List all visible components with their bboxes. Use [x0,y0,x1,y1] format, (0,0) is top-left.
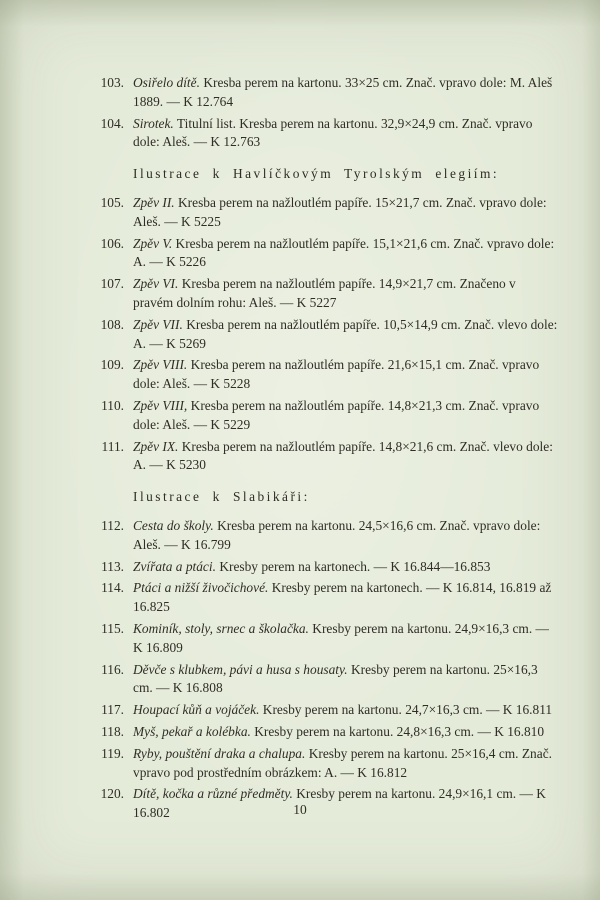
entry-number: 104. [100,115,124,131]
entry-description: Kresba perem na nažloutlém papíře. 14,8×21,3 cm. Znač. vpravo dole: Aleš. — K 5229 [133,397,540,432]
section-heading: Ilustrace k Slabikáři: [133,489,310,505]
entry-description: Kresba perem na nažloutlém papíře. 21,6×15,1 cm. Znač. vpravo dole: Aleš. — K 5228 [133,357,540,392]
catalog-entry [84,115,558,153]
entry-number: 105. [100,194,124,210]
entry-description: Kresby perem na kartonech. — K 16.814, 16.819 až 16.825 [133,580,552,615]
entry-title: Dítě, kočka a různé předměty. [133,786,293,802]
entry-description: Titulní list. Kresba perem na kartonu. 32,9×24,9 cm. Znač. vpravo dole: Aleš. — K 12.763 [133,115,533,150]
entry-text [133,235,558,273]
entry-text [133,397,558,435]
entry-number: 109. [100,357,124,373]
catalog-entry [84,723,558,742]
catalog-entry [84,558,558,577]
entry-title: Osiřelo dítě. [133,75,200,90]
section-heading: Ilustrace k Havlíčkovým Tyrolským elegiím: [133,166,500,182]
entry-text [133,558,558,577]
entry-number: 103. [100,75,124,90]
entry-number: 118. [101,723,124,739]
catalog-entry [84,579,558,617]
entry-number: 111. [101,438,124,454]
catalog-entry [84,620,558,658]
catalog-entry [84,235,558,273]
entry-number: 108. [100,316,124,332]
catalog-entry [84,356,558,394]
entry-title: Ptáci a nižší živočichové. [133,580,269,596]
catalog-entry [84,661,558,699]
entry-text [133,723,558,742]
entry-title: Zpěv V. [133,235,173,251]
entry-number: 114. [101,580,124,596]
entry-description: Kresby perem na kartonu. 24,7×16,3 cm. — K 16.811 [262,702,553,718]
entry-description: Kresby perem na kartonu. 24,9×16,3 cm. — K 16.809 [133,620,549,655]
entry-title: Kominík, stoly, srnec a školačka. [133,620,309,636]
entry-number: 116. [101,661,124,677]
page-number: 10 [293,802,307,817]
entry-number: 119. [101,745,124,761]
entry-description: Kresba perem na nažloutlém papíře. 14,9×21,7 cm. Značeno v pravém dolním rohu: Aleš. — K 5227 [133,276,516,310]
entry-text [133,661,558,699]
entry-title: Cesta do školy. [133,517,214,533]
entry-description: Kresby perem na kartonu. 24,8×16,3 cm. — K 16.810 [254,723,545,739]
entry-text [133,74,558,112]
entry-title: Zpěv VIII, [133,397,188,413]
entry-text [133,316,558,354]
entry-text [133,275,558,313]
catalog-entry [84,74,558,112]
entry-description: Kresba perem na nažloutlém papíře. 15,1×21,6 cm. Znač. vpravo dole: A. — K 5226 [133,235,555,270]
entry-number: 106. [100,235,124,251]
entry-number: 113. [101,558,124,574]
entry-description: Kresba perem na nažloutlém papíře. 14,8×21,6 cm. Znač. vlevo dole: A. — K 5230 [133,438,553,473]
entry-number: 112. [101,517,124,533]
entry-number: 120. [100,786,124,802]
entry-text [133,115,558,153]
entry-description: Kresba perem na nažloutlém papíře. 10,5×14,9 cm. Znač. vlevo dole: A. — K 5269 [133,316,558,351]
entry-title: Zpěv II. [133,194,175,210]
catalog-entry [84,194,558,232]
entry-text [133,194,558,232]
entry-title: Děvče s klubkem, pávi a husa s housaty. [133,661,348,677]
entry-title: Houpací kůň a vojáček. [133,702,260,718]
entry-description: Kresby perem na kartonu. 25×16,3 cm. — K 16.808 [133,661,538,696]
catalog-entry [84,316,558,354]
entry-text [133,745,558,783]
entry-description: Kresby perem na kartonu. 25×16,4 cm. Znač. vpravo pod prostředním obrázkem: A. — K 16.812 [133,745,552,780]
entry-title: Ryby, pouštění draka a chalupa. [133,745,306,761]
entry-title: Zvířata a ptáci. [133,558,216,574]
entry-description: Kresby perem na kartonu. 24,9×16,1 cm. — K 16.802 [133,786,546,821]
entry-text [133,579,558,617]
entry-number: 110. [101,397,124,413]
catalog-entry [84,701,558,720]
catalog-entry [84,745,558,783]
entry-description: Kresba perem na nažloutlém papíře. 15×21,7 cm. Znač. vpravo dole: Aleš. — K 5225 [133,194,547,229]
entry-text [133,517,558,555]
entry-list [84,74,558,826]
entry-description: Kresba perem na kartonu. 33×25 cm. Znač. vpravo dole: M. Aleš 1889. — K 12.764 [133,75,553,109]
entry-title: Myš, pekař a kolébka. [133,723,251,739]
catalog-entry [84,275,558,313]
entry-number: 117. [101,702,124,718]
catalog-entry [84,397,558,435]
entry-description: Kresby perem na kartonech. — K 16.844—16.853 [219,558,491,574]
entry-text [133,701,558,720]
entry-title: Zpěv VII. [133,316,183,332]
entry-text [133,438,558,476]
entry-text [133,620,558,658]
entry-title: Zpěv VIII. [133,357,188,373]
entry-description: Kresba perem na kartonu. 24,5×16,6 cm. Znač. vpravo dole: Aleš. — K 16.799 [133,517,541,552]
entry-title: Sirotek. [133,115,174,131]
entry-text [133,356,558,394]
entry-number: 107. [100,276,124,292]
entry-number: 115. [101,620,124,636]
catalog-entry [84,438,558,476]
catalog-entry [84,517,558,555]
entry-title: Zpěv IX. [133,438,179,454]
entry-title: Zpěv VI. [133,276,179,292]
